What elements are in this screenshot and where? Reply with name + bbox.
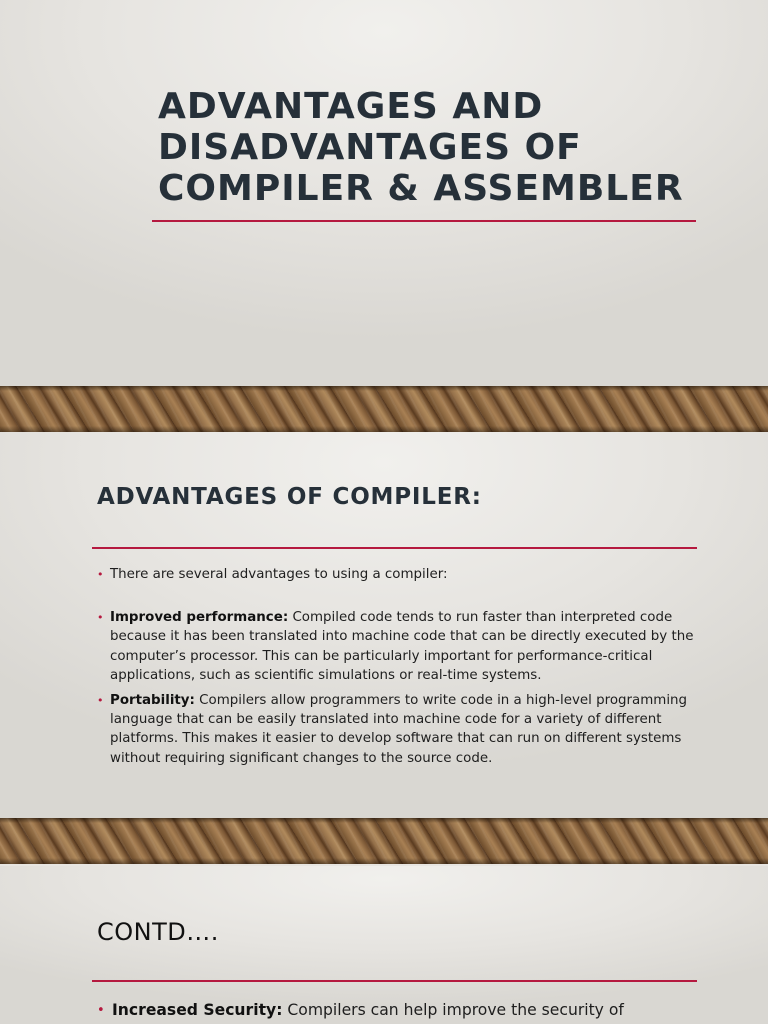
wood-floor-divider — [0, 818, 768, 864]
list-item — [97, 565, 697, 584]
wood-floor-divider — [0, 386, 768, 432]
bullet-icon: • — [97, 568, 104, 581]
list-item — [97, 608, 697, 685]
bullet-text: Compilers allow programmers to write code in a high-level programming language that can be easily translated into machine code for a variety of different platforms. This makes it easier to develop software that can run on different systems without requiring significant changes to the source code. — [110, 693, 688, 766]
bullet-term: Improved performance: — [110, 610, 289, 626]
list-item — [97, 691, 697, 768]
heading-divider — [92, 547, 697, 549]
title-divider — [152, 220, 696, 222]
bullet-list — [97, 999, 697, 1021]
slide-title: ADVANTAGES AND DISADVANTAGES OF COMPILER & ASSEMBLER — [158, 86, 684, 209]
contd-slide — [0, 866, 768, 1024]
slide-heading: ADVANTAGES OF COMPILER: — [97, 484, 482, 510]
bullet-text: Compilers can help improve the security of — [282, 1001, 624, 1019]
bullet-list — [97, 565, 697, 768]
list-item — [97, 999, 697, 1021]
bullet-icon: • — [97, 611, 104, 625]
advantages-slide — [0, 432, 768, 818]
slide-heading: CONTD…. — [97, 918, 219, 946]
bullet-term: Increased Security: — [112, 1001, 283, 1019]
title-slide — [0, 0, 768, 386]
bullet-text: There are several advantages to using a compiler: — [110, 567, 448, 582]
heading-divider — [92, 980, 697, 982]
bullet-term: Portability: — [110, 693, 195, 709]
bullet-icon: • — [97, 694, 104, 708]
bullet-text: Compiled code tends to run faster than interpreted code because it has been translated into machine code that can be directly executed by the computer’s processor. This can be particularly important for performance-critical applications, such as scientific simulations or real-time systems. — [110, 610, 694, 683]
bullet-icon: • — [97, 1003, 105, 1018]
